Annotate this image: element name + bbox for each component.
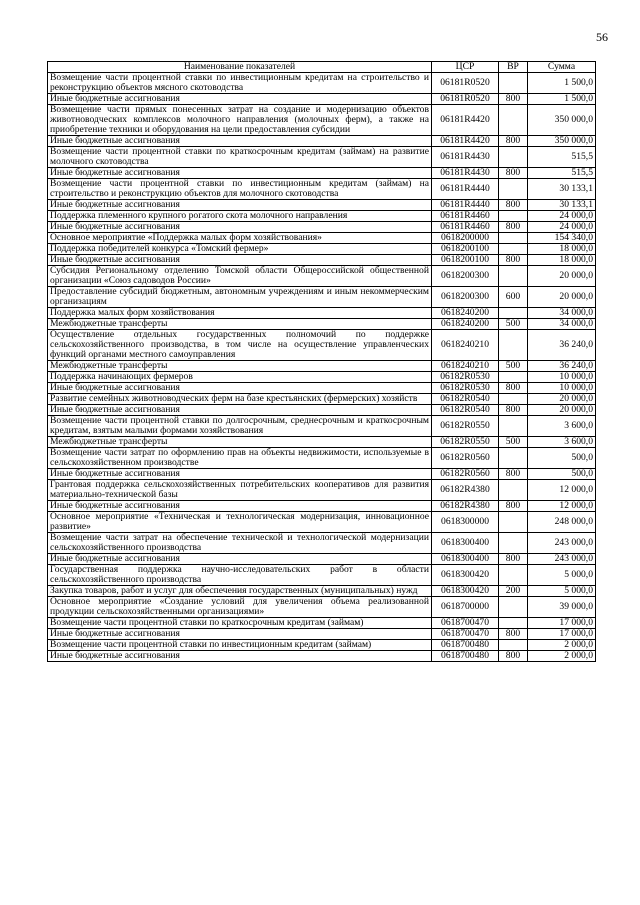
table-row [48, 330, 596, 361]
row-sum-cell: 36 240,0 [528, 330, 596, 361]
row-name-cell: Возмещение части процентной ставки по инвестиционным кредитам на строительство и реконструкцию объектов мясного скотоводства [48, 73, 432, 94]
table-row [48, 383, 596, 394]
row-name-cell: Развитие семейных животноводческих ферм на базе крестьянских (фермерских) хозяйств [48, 394, 432, 405]
row-vr-cell: 200 [499, 586, 528, 597]
row-sum-cell: 39 000,0 [528, 597, 596, 618]
row-csr-cell: 06182R0530 [432, 372, 499, 383]
table-row [48, 361, 596, 372]
table-row [48, 554, 596, 565]
row-csr-cell: 06182R0560 [432, 448, 499, 469]
row-sum-cell: 1 500,0 [528, 94, 596, 105]
row-sum-cell: 2 000,0 [528, 651, 596, 662]
row-sum-cell: 243 000,0 [528, 533, 596, 554]
row-sum-cell: 34 000,0 [528, 308, 596, 319]
row-vr-cell [499, 266, 528, 287]
row-vr-cell: 800 [499, 136, 528, 147]
table-row [48, 233, 596, 244]
row-csr-cell: 0618300420 [432, 586, 499, 597]
row-sum-cell: 20 000,0 [528, 287, 596, 308]
row-name-cell: Межбюджетные трансферты [48, 437, 432, 448]
row-name-cell: Межбюджетные трансферты [48, 319, 432, 330]
row-sum-cell: 500,0 [528, 448, 596, 469]
row-csr-cell: 0618700470 [432, 629, 499, 640]
row-vr-cell: 500 [499, 437, 528, 448]
table-row [48, 266, 596, 287]
header-sum: Сумма [528, 62, 596, 73]
row-name-cell: Осуществление отдельных государственных полномочий по поддержке сельскохозяйственного производства, в том числе на осуществление управленческих функций органами местного самоуправления [48, 330, 432, 361]
row-csr-cell: 06181R4420 [432, 105, 499, 136]
row-csr-cell: 0618300420 [432, 565, 499, 586]
table-row [48, 179, 596, 200]
row-sum-cell: 350 000,0 [528, 105, 596, 136]
row-vr-cell [499, 448, 528, 469]
row-sum-cell: 3 600,0 [528, 416, 596, 437]
row-sum-cell: 20 000,0 [528, 405, 596, 416]
row-csr-cell: 0618200000 [432, 233, 499, 244]
row-vr-cell [499, 105, 528, 136]
table-row [48, 533, 596, 554]
row-name-cell: Иные бюджетные ассигнования [48, 469, 432, 480]
row-sum-cell: 20 000,0 [528, 266, 596, 287]
row-name-cell: Поддержка племенного крупного рогатого скота молочного направления [48, 211, 432, 222]
row-csr-cell: 06182R4380 [432, 501, 499, 512]
row-name-cell: Иные бюджетные ассигнования [48, 168, 432, 179]
row-vr-cell: 800 [499, 222, 528, 233]
row-name-cell: Возмещение части процентной ставки по краткосрочным кредитам (займам) [48, 618, 432, 629]
row-csr-cell: 06181R4430 [432, 168, 499, 179]
row-vr-cell [499, 244, 528, 255]
row-sum-cell: 5 000,0 [528, 586, 596, 597]
row-sum-cell: 30 133,1 [528, 200, 596, 211]
row-csr-cell: 06181R4430 [432, 147, 499, 168]
row-csr-cell: 0618700470 [432, 618, 499, 629]
table-row [48, 437, 596, 448]
row-sum-cell: 243 000,0 [528, 554, 596, 565]
table-row [48, 147, 596, 168]
row-name-cell: Основное мероприятие «Техническая и технологическая модернизация, инновационное развитие» [48, 512, 432, 533]
row-vr-cell: 800 [499, 255, 528, 266]
row-name-cell: Иные бюджетные ассигнования [48, 222, 432, 233]
row-csr-cell: 0618240210 [432, 361, 499, 372]
row-vr-cell: 800 [499, 405, 528, 416]
row-vr-cell [499, 533, 528, 554]
row-sum-cell: 10 000,0 [528, 383, 596, 394]
row-vr-cell [499, 512, 528, 533]
table-header-row [48, 62, 596, 73]
row-name-cell: Иные бюджетные ассигнования [48, 554, 432, 565]
row-vr-cell [499, 73, 528, 94]
row-name-cell: Иные бюджетные ассигнования [48, 629, 432, 640]
row-vr-cell [499, 147, 528, 168]
row-name-cell: Иные бюджетные ассигнования [48, 383, 432, 394]
row-name-cell: Иные бюджетные ассигнования [48, 136, 432, 147]
table-row [48, 222, 596, 233]
row-csr-cell: 0618200300 [432, 287, 499, 308]
row-csr-cell: 06181R4420 [432, 136, 499, 147]
table-body [48, 73, 596, 662]
row-sum-cell: 17 000,0 [528, 629, 596, 640]
row-vr-cell: 800 [499, 501, 528, 512]
row-sum-cell: 30 133,1 [528, 179, 596, 200]
row-vr-cell [499, 372, 528, 383]
table-row [48, 405, 596, 416]
table-row [48, 200, 596, 211]
row-name-cell: Грантовая поддержка сельскохозяйственных потребительских кооперативов для развития материально-технической базы [48, 480, 432, 501]
row-csr-cell: 0618240200 [432, 308, 499, 319]
row-name-cell: Иные бюджетные ассигнования [48, 255, 432, 266]
row-name-cell: Иные бюджетные ассигнования [48, 200, 432, 211]
row-csr-cell: 06181R0520 [432, 94, 499, 105]
table-row [48, 469, 596, 480]
row-vr-cell: 600 [499, 287, 528, 308]
table-row [48, 319, 596, 330]
row-vr-cell: 500 [499, 319, 528, 330]
table-row [48, 586, 596, 597]
row-name-cell: Иные бюджетные ассигнования [48, 94, 432, 105]
row-name-cell: Поддержка победителей конкурса «Томский фермер» [48, 244, 432, 255]
row-name-cell: Возмещение части затрат по оформлению прав на объекты недвижимости, используемые в сельскохозяйственном производстве [48, 448, 432, 469]
header-csr: ЦСР [432, 62, 499, 73]
row-vr-cell: 800 [499, 554, 528, 565]
row-csr-cell: 0618700480 [432, 651, 499, 662]
row-name-cell: Поддержка малых форм хозяйствования [48, 308, 432, 319]
row-vr-cell: 800 [499, 383, 528, 394]
row-name-cell: Возмещение части прямых понесенных затрат на создание и модернизацию объектов животноводческих комплексов молочного направления (молочных ферм), а также на приобретение техники и оборудования на цели предоставления субсидии [48, 105, 432, 136]
row-csr-cell: 06182R0560 [432, 469, 499, 480]
row-vr-cell [499, 308, 528, 319]
table-row [48, 94, 596, 105]
row-csr-cell: 06181R4460 [432, 222, 499, 233]
budget-table [47, 61, 596, 662]
row-sum-cell: 34 000,0 [528, 319, 596, 330]
table-row [48, 640, 596, 651]
row-sum-cell: 154 340,0 [528, 233, 596, 244]
table-row [48, 629, 596, 640]
row-name-cell: Возмещение части процентной ставки по долгосрочным, среднесрочным и краткосрочным кредитам, взятым малыми формами хозяйствования [48, 416, 432, 437]
row-name-cell: Поддержка начинающих фермеров [48, 372, 432, 383]
row-csr-cell: 06181R4440 [432, 200, 499, 211]
table-row [48, 501, 596, 512]
table-row [48, 308, 596, 319]
row-sum-cell: 3 600,0 [528, 437, 596, 448]
row-name-cell: Основное мероприятие «Создание условий для увеличения объема реализованной продукции сельскохозяйственными организациями» [48, 597, 432, 618]
row-name-cell: Основное мероприятие «Поддержка малых форм хозяйствования» [48, 233, 432, 244]
row-sum-cell: 515,5 [528, 168, 596, 179]
row-csr-cell: 06182R0540 [432, 394, 499, 405]
row-sum-cell: 1 500,0 [528, 73, 596, 94]
table-row [48, 565, 596, 586]
table-row [48, 512, 596, 533]
row-vr-cell: 500 [499, 361, 528, 372]
row-csr-cell: 0618700480 [432, 640, 499, 651]
row-csr-cell: 06182R0540 [432, 405, 499, 416]
row-sum-cell: 24 000,0 [528, 211, 596, 222]
row-vr-cell [499, 597, 528, 618]
table-row [48, 244, 596, 255]
row-csr-cell: 0618240210 [432, 330, 499, 361]
row-csr-cell: 0618300400 [432, 533, 499, 554]
table-row [48, 168, 596, 179]
row-sum-cell: 5 000,0 [528, 565, 596, 586]
row-vr-cell: 800 [499, 168, 528, 179]
table-row [48, 255, 596, 266]
row-vr-cell: 800 [499, 651, 528, 662]
row-sum-cell: 36 240,0 [528, 361, 596, 372]
row-sum-cell: 350 000,0 [528, 136, 596, 147]
table-row [48, 480, 596, 501]
row-vr-cell [499, 179, 528, 200]
row-vr-cell: 800 [499, 200, 528, 211]
row-name-cell: Иные бюджетные ассигнования [48, 405, 432, 416]
row-name-cell: Субсидия Региональному отделению Томской области Общероссийской общественной организации «Союз садоводов России» [48, 266, 432, 287]
table-row [48, 416, 596, 437]
table-row [48, 597, 596, 618]
row-sum-cell: 20 000,0 [528, 394, 596, 405]
row-vr-cell [499, 394, 528, 405]
row-csr-cell: 06181R4440 [432, 179, 499, 200]
row-vr-cell: 800 [499, 629, 528, 640]
row-name-cell: Предоставление субсидий бюджетным, автономным учреждениям и иным некоммерческим организациям [48, 287, 432, 308]
row-name-cell: Иные бюджетные ассигнования [48, 651, 432, 662]
row-vr-cell [499, 233, 528, 244]
table-row [48, 618, 596, 629]
table-row [48, 287, 596, 308]
row-sum-cell: 10 000,0 [528, 372, 596, 383]
row-name-cell: Возмещение части процентной ставки по инвестиционным кредитам (займам) [48, 640, 432, 651]
row-name-cell: Возмещение части процентной ставки по инвестиционным кредитам (займам) на строительство и реконструкцию объектов для молочного скотоводства [48, 179, 432, 200]
row-sum-cell: 12 000,0 [528, 480, 596, 501]
row-vr-cell: 800 [499, 469, 528, 480]
row-csr-cell: 06181R4460 [432, 211, 499, 222]
row-sum-cell: 515,5 [528, 147, 596, 168]
row-csr-cell: 0618300400 [432, 554, 499, 565]
row-csr-cell: 0618200100 [432, 255, 499, 266]
row-name-cell: Возмещение части затрат на обеспечение технической и технологической модернизации сельскохозяйственного производства [48, 533, 432, 554]
row-csr-cell: 0618700000 [432, 597, 499, 618]
row-csr-cell: 0618200300 [432, 266, 499, 287]
table-row [48, 372, 596, 383]
row-vr-cell: 800 [499, 94, 528, 105]
table-row [48, 105, 596, 136]
row-vr-cell [499, 330, 528, 361]
row-name-cell: Закупка товаров, работ и услуг для обеспечения государственных (муниципальных) нужд [48, 586, 432, 597]
header-name: Наименование показателей [48, 62, 432, 73]
row-csr-cell: 06181R0520 [432, 73, 499, 94]
row-vr-cell [499, 211, 528, 222]
row-sum-cell: 500,0 [528, 469, 596, 480]
table-row [48, 211, 596, 222]
row-sum-cell: 12 000,0 [528, 501, 596, 512]
row-csr-cell: 0618240200 [432, 319, 499, 330]
row-csr-cell: 06182R0530 [432, 383, 499, 394]
row-vr-cell [499, 565, 528, 586]
table-row [48, 73, 596, 94]
row-sum-cell: 17 000,0 [528, 618, 596, 629]
row-name-cell: Межбюджетные трансферты [48, 361, 432, 372]
table-row [48, 448, 596, 469]
row-csr-cell: 06182R0550 [432, 437, 499, 448]
page-number: 56 [596, 30, 608, 44]
table-row [48, 651, 596, 662]
row-sum-cell: 18 000,0 [528, 244, 596, 255]
row-vr-cell [499, 640, 528, 651]
row-csr-cell: 0618300000 [432, 512, 499, 533]
row-name-cell: Государственная поддержка научно-исследовательских работ в области сельскохозяйственного производства [48, 565, 432, 586]
row-sum-cell: 24 000,0 [528, 222, 596, 233]
row-vr-cell [499, 480, 528, 501]
row-csr-cell: 06182R0550 [432, 416, 499, 437]
row-vr-cell [499, 416, 528, 437]
header-vr: ВР [499, 62, 528, 73]
row-sum-cell: 2 000,0 [528, 640, 596, 651]
row-vr-cell [499, 618, 528, 629]
row-name-cell: Иные бюджетные ассигнования [48, 501, 432, 512]
row-csr-cell: 0618200100 [432, 244, 499, 255]
row-name-cell: Возмещение части процентной ставки по краткосрочным кредитам (займам) на развитие молочного скотоводства [48, 147, 432, 168]
row-sum-cell: 18 000,0 [528, 255, 596, 266]
table-row [48, 394, 596, 405]
row-sum-cell: 248 000,0 [528, 512, 596, 533]
row-csr-cell: 06182R4380 [432, 480, 499, 501]
table-row [48, 136, 596, 147]
